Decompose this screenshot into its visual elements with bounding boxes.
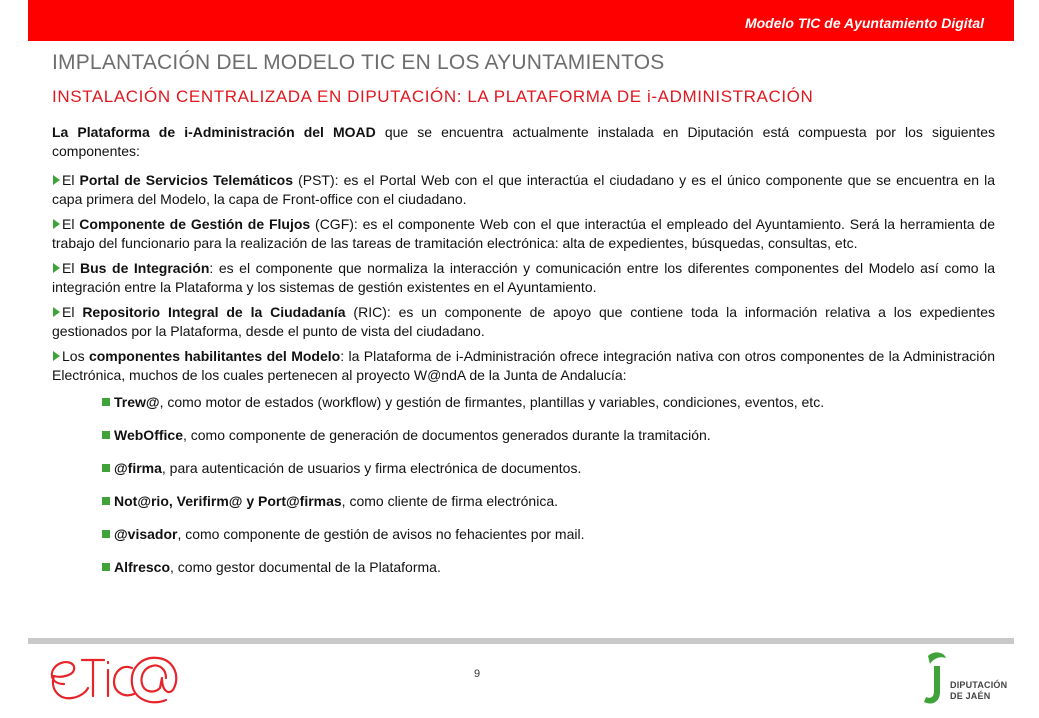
footer-divider [28,638,1014,644]
item-bold: @visador [114,526,178,542]
content-body [52,123,995,591]
item-text: : es el componente que normaliza la interacción y comunicación entre los diferentes componentes del Modelo así como la integración entre la Plataforma y los sistemas de gestión existentes en el Ayuntamiento. [52,260,995,295]
list-item [102,393,995,412]
item-prefix: Los [62,348,89,364]
square-bullet-icon [102,398,110,406]
item-text: , como componente de generación de documentos generados durante la tramitación. [182,427,711,443]
item-bold: Componente de Gestión de Flujos [79,216,311,232]
item-prefix: El [62,260,81,276]
logo-text-line1: DIPUTACIÓN [950,680,1008,690]
item-prefix: El [62,304,83,320]
brand-title: Modelo TIC de Ayuntamiento Digital [744,15,984,31]
intro-bold: La Plataforma de i-Administración del MOAD [52,124,376,140]
diputacion-logo-icon [920,648,950,710]
arrow-bullet-icon [53,219,60,229]
item-bold: componentes habilitantes del Modelo [88,348,341,364]
list-item [52,171,995,209]
item-text: , como gestor documental de la Plataforma. [170,559,441,575]
item-prefix: El [62,172,80,188]
list-item [102,525,995,544]
item-bold: Repositorio Integral de la Ciudadanía [82,304,346,320]
item-prefix: El [62,216,80,232]
arrow-bullet-icon [53,307,60,317]
intro-text: que se encuentra actualmente instalada en Diputación está compuesta por los siguientes componentes: [52,124,995,159]
etic-logo-icon [42,648,202,710]
arrow-bullet-icon [53,351,60,361]
item-bold: Alfresco [114,559,171,575]
item-text: : la Plataforma de i-Administración ofrece integración nativa con otros componentes de la Administración Electrónica, muchos de los cuales pertenecen al proyecto W@ndA de la Junta de Andalucía: [52,348,995,383]
item-text: (CGF): es el componente Web con el que interactúa el empleado del Ayuntamiento. Será la herramienta de trabajo del funcionario para la realización de las tareas de tramitación electrónica: alta de expedientes, búsquedas, consultas, etc. [52,216,996,251]
page-title: IMPLANTACIÓN DEL MODELO TIC EN LOS AYUNTAMIENTOS [52,51,665,74]
item-bold: @firma [114,460,162,476]
list-item [52,347,995,577]
list-item [102,459,995,478]
arrow-bullet-icon [53,263,60,273]
square-bullet-icon [102,464,110,472]
intro-paragraph [52,123,995,161]
header-bar [28,0,1014,41]
page-subtitle: INSTALACIÓN CENTRALIZADA EN DIPUTACIÓN: LA PLATAFORMA DE i-ADMINISTRACIÓN [52,87,814,106]
diputacion-logo-text [950,680,1007,702]
item-text: , para autenticación de usuarios y firma electrónica de documentos. [161,460,582,476]
square-bullet-icon [102,530,110,538]
page-number: 9 [474,668,481,680]
item-bold: Bus de Integración [80,260,210,276]
enabler-list [52,393,995,577]
square-bullet-icon [102,563,110,571]
square-bullet-icon [102,431,110,439]
item-text: , como motor de estados (workflow) y gestión de firmantes, plantillas y variables, condiciones, eventos, etc. [159,394,825,410]
item-bold: Not@rio, Verifirm@ y Port@firmas [114,493,342,509]
list-item [102,426,995,445]
item-text: (PST): es el Portal Web con el que interactúa el ciudadano y es el único componente que se encuentra en la capa primera del Modelo, la capa de Front-office con el ciudadano. [52,172,995,207]
arrow-bullet-icon [53,175,60,185]
logo-text-line2: DE JAÉN [950,691,991,701]
component-list [52,171,995,577]
list-item [102,492,995,511]
list-item [52,215,995,253]
square-bullet-icon [102,497,110,505]
item-text: , como componente de gestión de avisos no fehacientes por mail. [177,526,585,542]
list-item [52,259,995,297]
item-bold: WebOffice [114,427,183,443]
list-item [52,303,995,341]
item-text: (RIC): es un componente de apoyo que contiene toda la información relativa a los expedientes gestionados por la Plataforma, desde el punto de vista del ciudadano. [52,304,995,339]
item-text: , como cliente de firma electrónica. [341,493,558,509]
item-bold: Trew@ [114,394,160,410]
item-bold: Portal de Servicios Telemáticos [79,172,293,188]
list-item [102,558,995,577]
